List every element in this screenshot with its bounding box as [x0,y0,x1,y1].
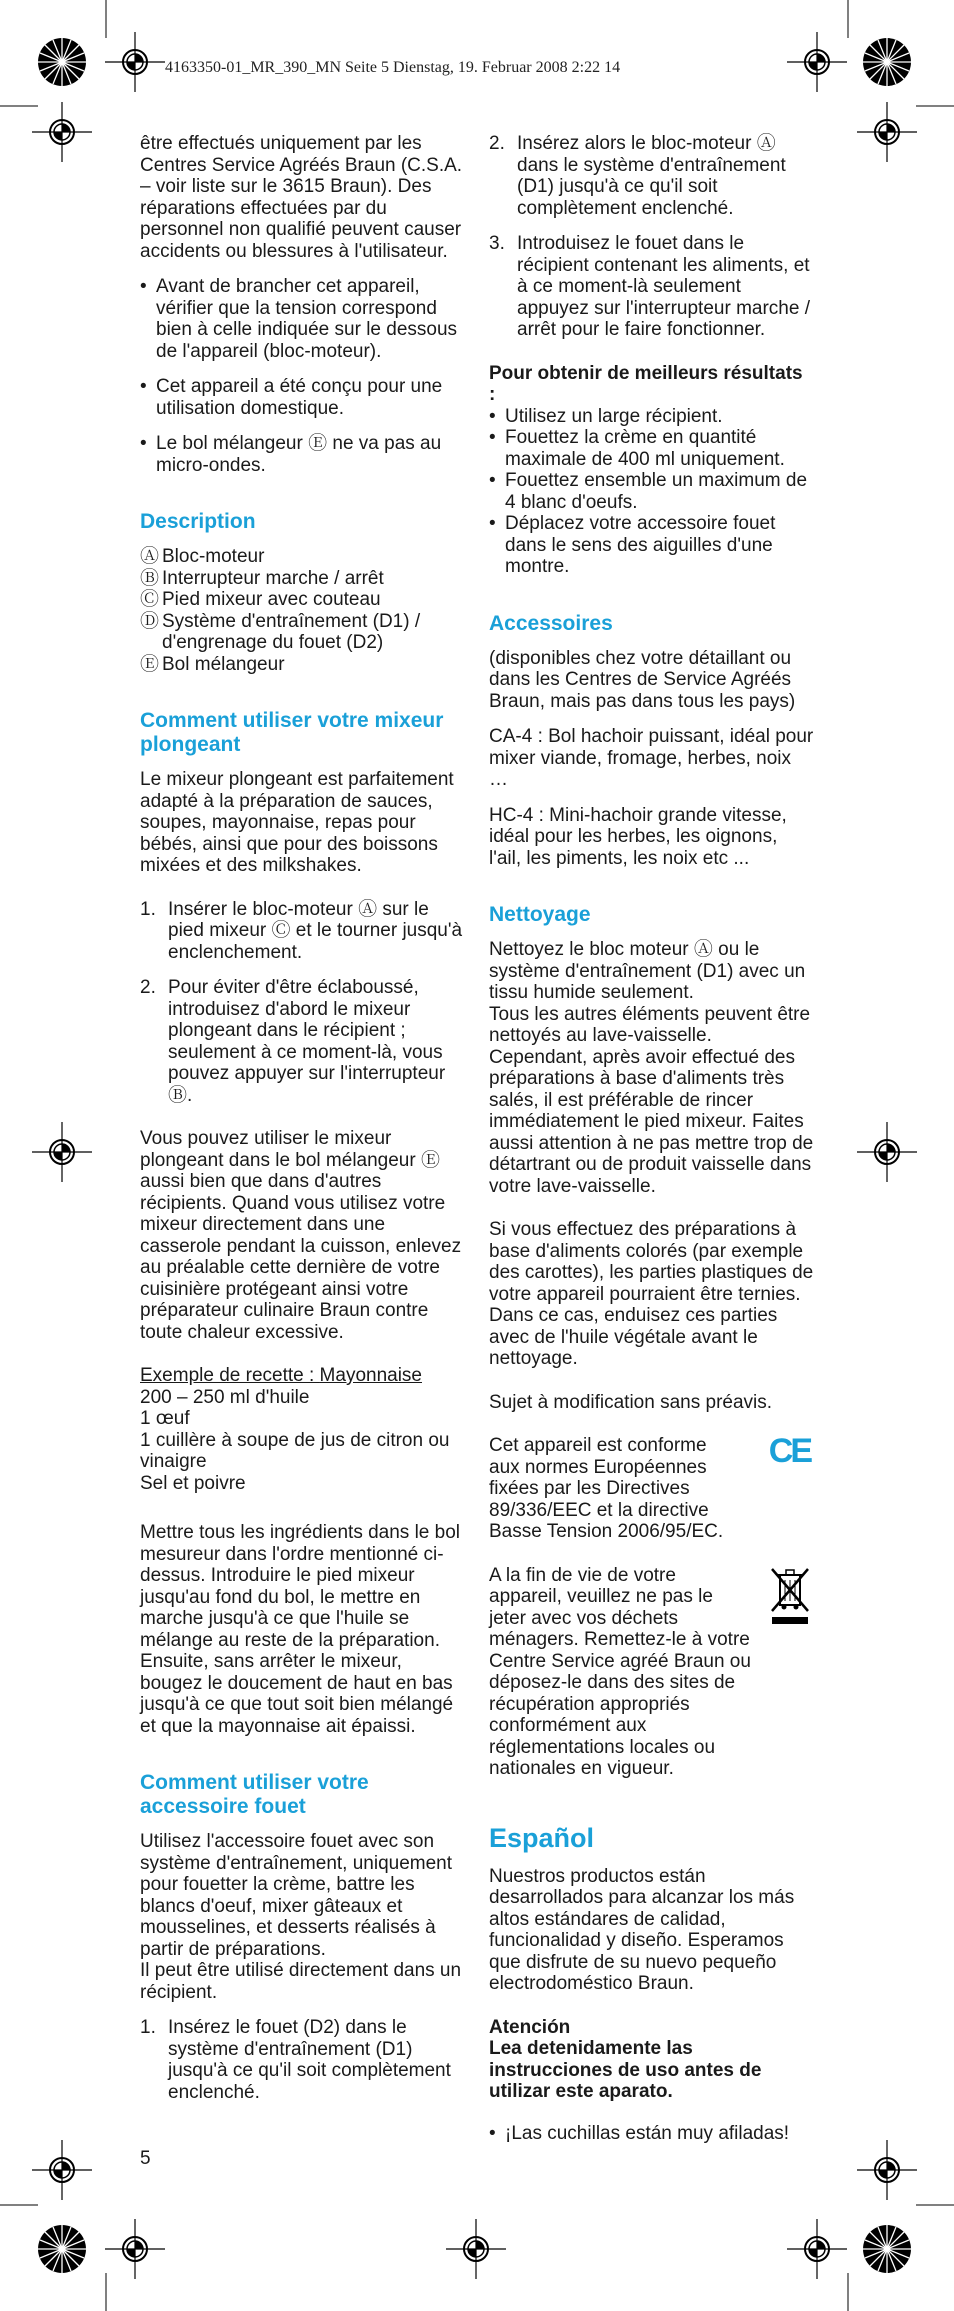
cleaning-text: Sujet à modification sans préavis. [489,1391,773,1413]
whisk-intro: Utilisez l'accessoire fouet avec son système d'entraînement, uniquement pour fouetter la crème, battre les blancs d'oeuf, mixer gâteaux et mousselines, et desserts réalisés à partir de préparations. [140,1831,453,1960]
cleaning-text: Nettoyez le bloc moteur Ⓐ ou le système d'entraînement (D1) avec un tissu humide seulement. [489,939,806,1003]
recipe-method: Mettre tous les ingrédients dans le bol mesureur dans l'ordre mentionné ci-dessus. Introduire le pied mixeur jusqu'au fond du bol, le mettre en marche jusqu'à ce que l'huile se mélange au reste de la préparation. [140,1522,461,1651]
usage-intro: Le mixeur plongeant est parfaitement adapté à la préparation de sauces, soupes, mayonnaise, repas pour bébés, ainsi que pour des boissons mixées et des milkshakes. [140,769,454,876]
cleaning-heading: Nettoyage [489,903,591,926]
list-item: 3. Introduisez le fouet dans le récipient contenant les aliments, et à ce moment-là seulement appuyez sur l'interrupteur marche / arrêt pour le faire fonctionner. [489,233,810,340]
list-item: 2. Insérez alors le bloc-moteur Ⓐ dans le système d'entraînement (D1) jusqu'à ce qu'il soit complètement enclenché. [489,133,786,219]
list-item: 2. Pour éviter d'être éclaboussé, introduisez d'abord le mixeur plongeant dans le récipient ; seulement à ce moment-là, vous pouvez appuyer sur l'interrupteur Ⓑ. [140,977,446,1106]
accessories-heading: Accessoires [489,611,613,635]
recipe [140,1365,465,1737]
accessories-intro: (disponibles chez votre détaillant ou dans les Centres de Service Agréés Braun, mais pas dans tous les pays) [489,647,796,712]
whisk-heading: Comment utiliser votre accessoire fouet [140,1771,369,1818]
recipe-line: 200 – 250 ml d'huile [140,1386,310,1408]
accessory-ca4: CA-4 : Bol hachoir puissant, idéal pour mixer viande, fromage, herbes, noix … [489,726,814,790]
list-item: • Cet appareil a été conçu pour une utilisation domestique. [140,376,465,419]
list-item: • Fouettez la crème en quantité maximale de 400 ml uniquement. [489,427,814,470]
description-heading: Description [140,510,256,533]
whisk-intro: Il peut être utilisé directement dans un récipient. [140,1960,462,2003]
recipe-method: Ensuite, sans arrêter le mixeur, bougez le doucement de haut en bas jusqu'à ce que tout soit bien mélangé et que la mayonnaise ait épaissi. [140,1651,454,1737]
accessory-hc4: HC-4 : Mini-hachoir grande vitesse, idéal pour les herbes, les oignons, l'ail, les piments, les noix etc ... [489,804,787,869]
part-item: Ⓐ Bloc-moteur [140,546,265,567]
tips-list [489,406,814,578]
usage-heading: Comment utiliser votre mixeur plongeant [140,709,444,756]
usage-steps [140,899,465,1107]
list-item: • Utilisez un large récipient. [489,406,814,428]
part-item: Ⓔ Bol mélangeur [140,653,285,675]
cleaning-text: Si vous effectuez des préparations à base d'aliments colorés (par exemple des carottes), les parties plastiques de votre appareil pourraient être ternies. Dans ce cas, enduisez ces parties avec de l'huile végétale avant le nettoyage. [489,1219,814,1369]
ce-mark-icon: CE [768,1432,810,1470]
list-item: • Déplacez votre accessoire fouet dans le sens des aiguilles d'une montre. [489,513,814,578]
part-item: Ⓒ Pied mixeur avec couteau [140,589,381,610]
ce-block: CE Cet appareil est conforme aux normes Européennes fixées par les Directives 89/336/EEC et la directive Basse Tension 2006/95/EC. [489,1432,810,1542]
part-item: Ⓓ Système d'entraînement (D1) / d'engrenage du fouet (D2) [140,610,421,653]
whisk-steps-continued [489,133,814,341]
recipe-line: Sel et poivre [140,1472,246,1494]
parts-list [140,546,465,675]
recipe-line: 1 œuf [140,1408,190,1429]
disposal-block: A la fin de vie de votre appareil, veuillez ne pas le jeter avec vos déchets ménagers. Remettez-le à votre Centre Service agréé Braun ou déposez-le dans des sites de récupération appropriés conformément aux réglementations locales ou nationales en vigueur. [489,1565,814,1780]
crossed-bin-icon [768,1565,812,1627]
list-item: • Le bol mélangeur Ⓔ ne va pas au micro-ondes. [140,433,465,476]
intro-paragraph: être effectués uniquement par les Centres Service Agréés Braun (C.S.A. – voir liste sur le 3615 Braun). Des réparations effectuées par du personnel non qualifié peuvent causer accidents ou blessures à l'utilisateur. [140,133,463,262]
recipe-title: Exemple de recette : Mayonnaise [140,1365,422,1386]
cleaning-text: Tous les autres éléments peuvent être nettoyés au lave-vaisselle. Cependant, après avoir effectué des préparations à base d'aliments très salés, il est préférable de rincer immédiatement le pied mixeur. Faites aussi attention à ne pas mettre trop de détartrant ou de produit vaisselle dans votre lave-vaisselle. [489,1003,814,1197]
safety-bullets [140,276,465,476]
recipe-line: 1 cuillère à soupe de jus de citron ou vinaigre [140,1429,450,1472]
whisk-steps [140,2017,465,2103]
espanol-heading: Español [489,1822,595,1853]
list-item: • Avant de brancher cet appareil, vérifier que la tension correspond bien à celle indiquée sur le dessous de l'appareil (bloc-moteur). [140,276,465,362]
espanol-intro: Nuestros productos están desarrollados para alcanzar los más altos estándares de calidad, funcionalidad y diseño. Esperamos que disfrute de su nuevo pequeño electrodoméstico Braun. [489,1865,795,1994]
list-item: 1. Insérer le bloc-moteur Ⓐ sur le pied mixeur Ⓒ et le tourner jusqu'à enclenchement. [140,898,463,963]
list-item: • ¡Las cuchillas están muy afiladas! [489,2123,814,2145]
page-number: 5 [140,2148,151,2169]
attention-text: Lea detenidamente las instrucciones de uso antes de utilizar este aparato. [489,2038,762,2102]
usage-paragraph: Vous pouvez utiliser le mixeur plongeant dans le bol mélangeur Ⓔ aussi bien que dans d'autres récipients. Quand vous utilisez votre mixeur directement dans une casserole pendant la cuisson, enlevez au préalable cette dernière de votre cuisinière protégeant ainsi votre préparateur culinaire Braun contre toute chaleur excessive. [140,1128,462,1343]
right-column [489,133,814,2158]
part-item: Ⓑ Interrupteur marche / arrêt [140,567,384,589]
attention-label: Atención [489,2016,571,2038]
left-column [140,133,465,2117]
list-item: • Fouettez ensemble un maximum de 4 blanc d'oeufs. [489,470,814,513]
list-item: 1. Insérez le fouet (D2) dans le système d'entraînement (D1) jusqu'à ce qu'il soit complètement enclenché. [140,2017,451,2103]
print-header: 4163350-01_MR_390_MN Seite 5 Dienstag, 19. Februar 2008 2:22 14 [165,59,621,76]
tips-heading: Pour obtenir de meilleurs résultats : [489,362,803,405]
espanol-bullets [489,2123,814,2145]
